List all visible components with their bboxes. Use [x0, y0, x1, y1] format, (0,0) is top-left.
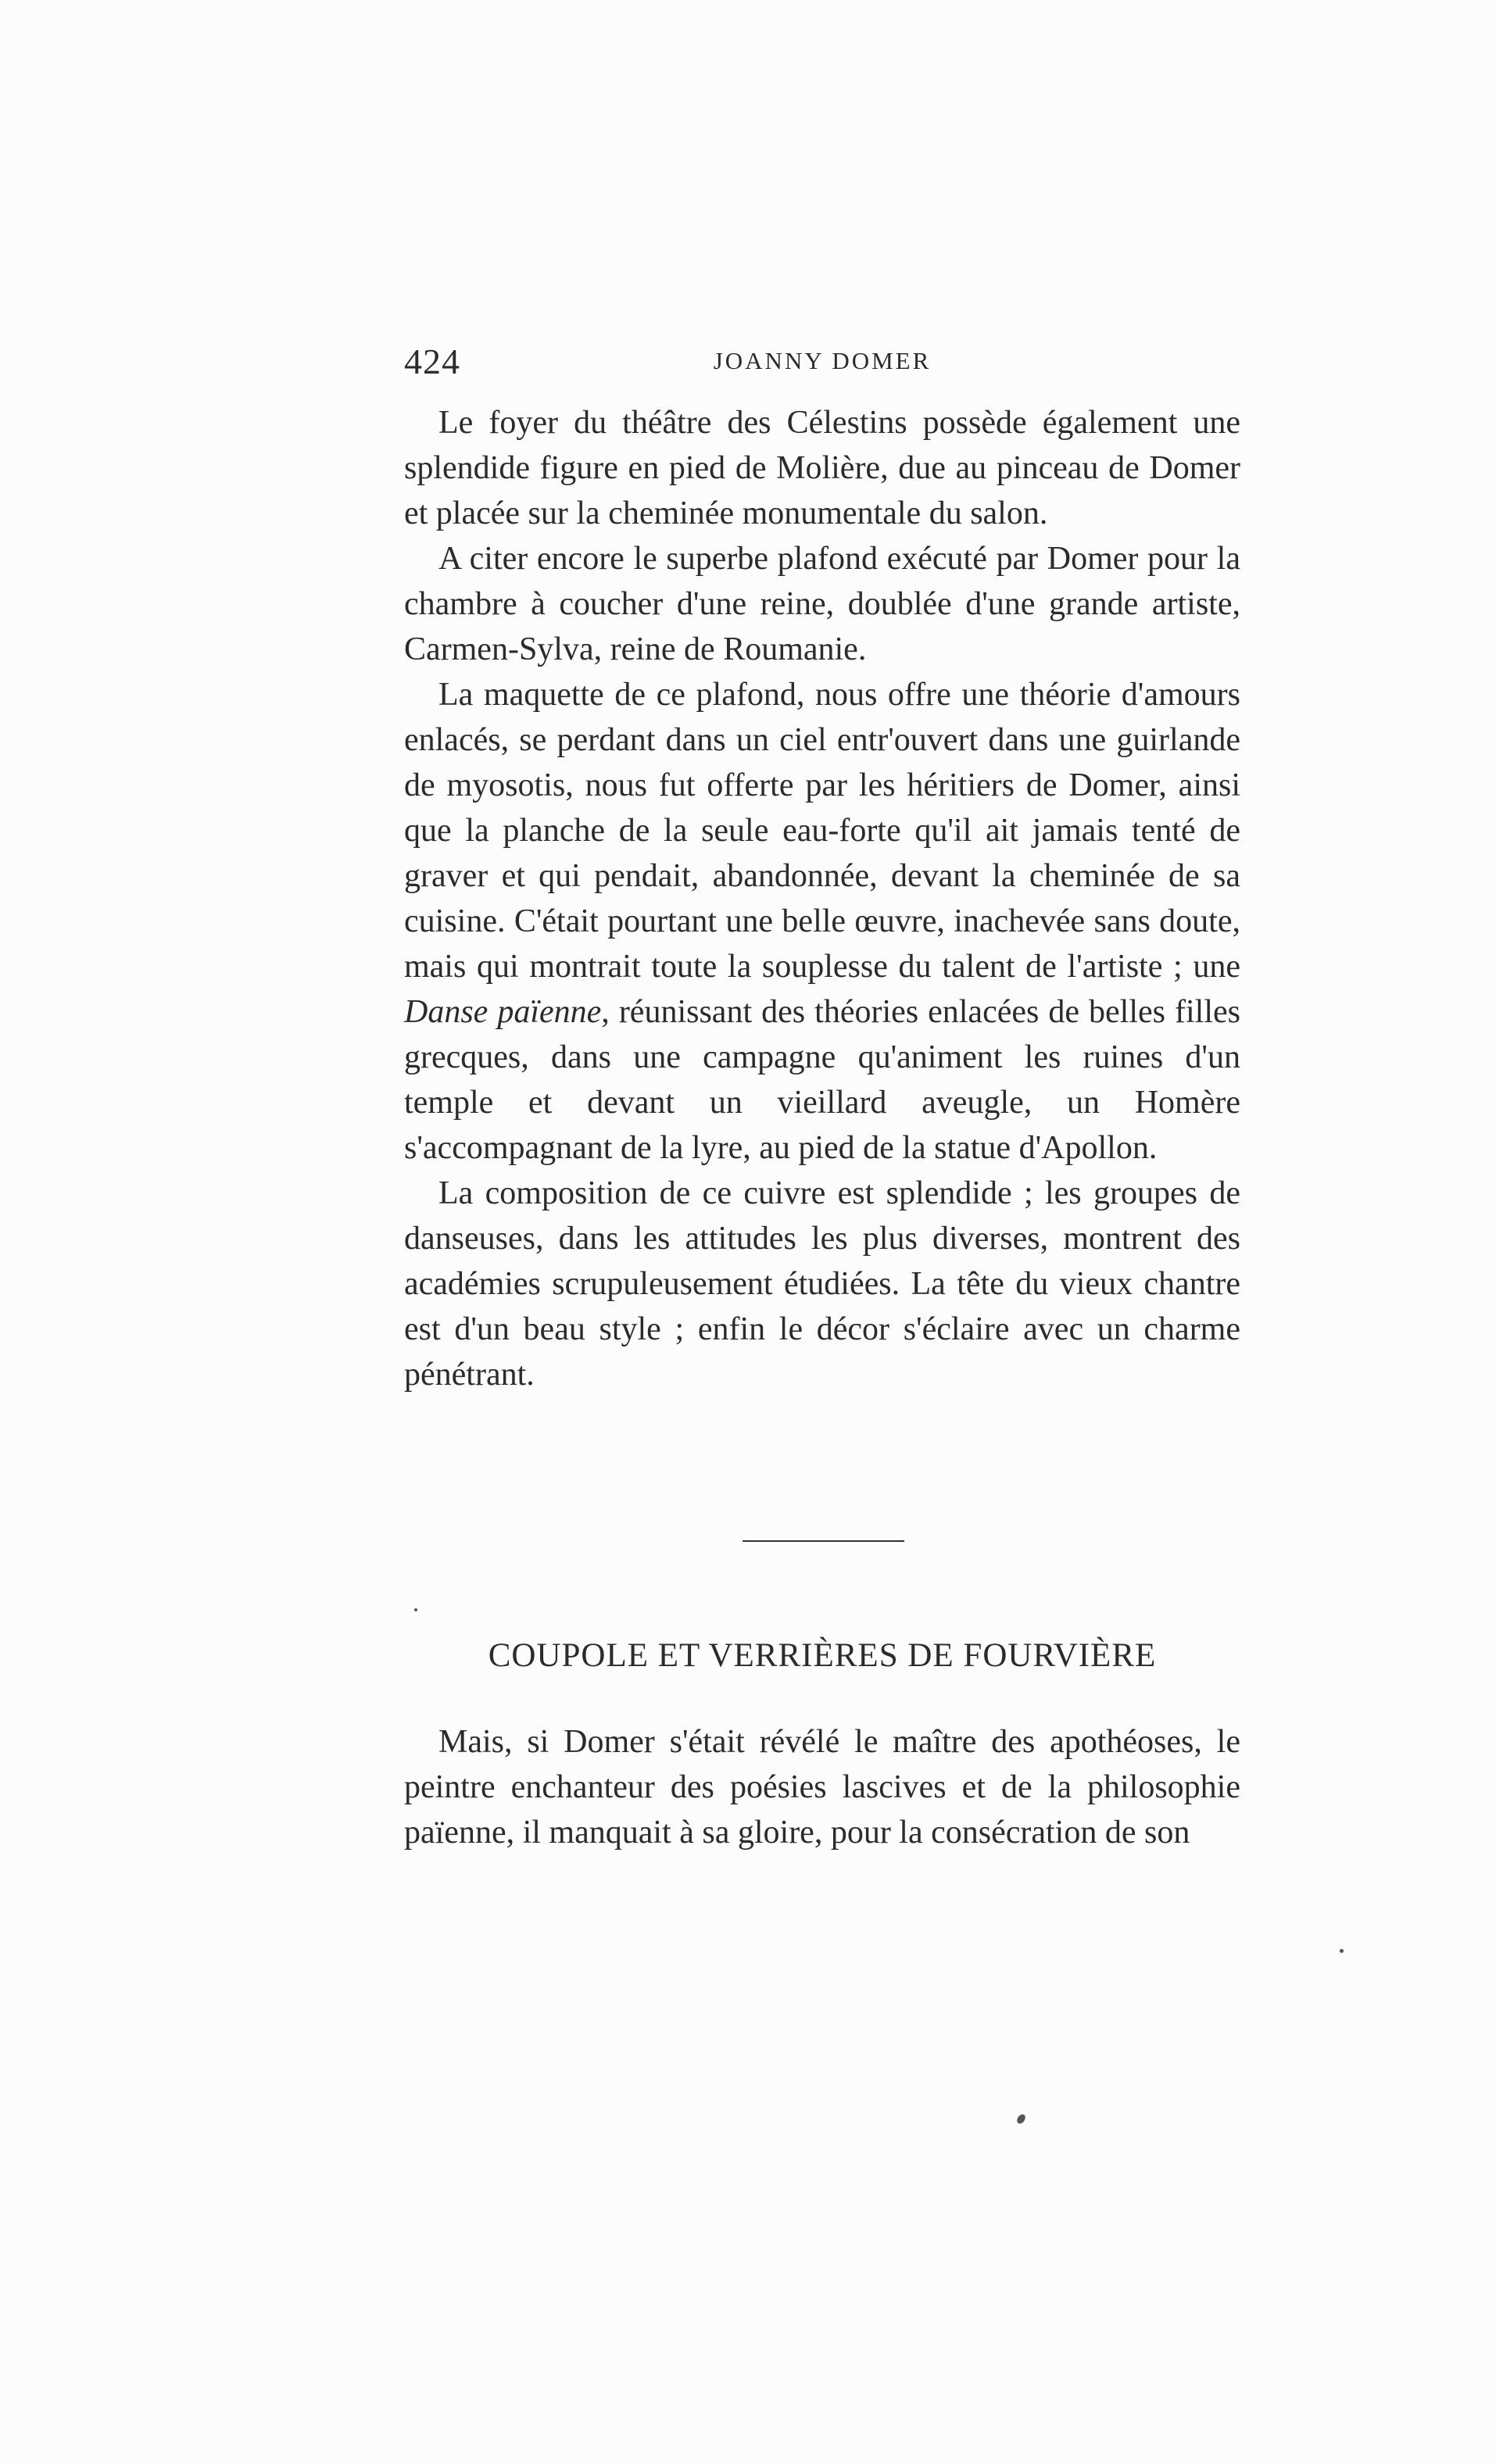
paragraph: Mais, si Domer s'était révélé le maître des apothéoses, le peintre enchanteur des poésies lascives et de la philosophie païenne, il manquait à sa gloire, pour la consécration de son: [404, 1724, 1240, 1851]
paragraph: [404, 672, 1240, 1171]
artwork-title: Danse païenne: [404, 994, 602, 1030]
ink-speck: [1340, 1949, 1344, 1953]
section-title: COUPOLE ET VERRIÈRES DE FOURVIÈRE: [488, 1637, 1157, 1674]
page-number: 424: [404, 342, 460, 381]
paragraph-text: , réunissant des théories enlacées de belles filles grecques, dans une campagne qu'animent les ruines d'un temple et devant un vieillard aveugle, un Homère s'accompagnant de la lyre, au pied de la statue d'Apollon.: [404, 994, 1240, 1166]
ink-speck: [1015, 2113, 1027, 2126]
page-header: [404, 341, 1240, 388]
section-body-1: [404, 400, 1240, 1397]
running-title: JOANNY DOMER: [713, 347, 932, 374]
paragraph: A citer encore le superbe plafond exécuté par Domer pour la chambre à coucher d'une reine, doublée d'une grande artiste, Carmen-Sylva, reine de Roumanie.: [404, 541, 1240, 667]
section-body-2: [404, 1719, 1240, 1855]
section-divider: [743, 1540, 904, 1542]
paragraph: La composition de ce cuivre est splendide ; les groupes de danseuses, dans les attitudes les plus diverses, montrent des académies scrupuleusement étudiées. La tête du vieux chantre est d'un beau style ; enfin le décor s'éclaire avec un charme pénétrant.: [404, 1175, 1240, 1393]
paragraph-text: La maquette de ce plafond, nous offre une théorie d'amours enlacés, se perdant dans un ciel entr'ouvert dans une guirlande de myosotis, nous fut offerte par les héritiers de Domer, ainsi que la planche de la seule eau-forte qu'il ait jamais tenté de graver et qui pendait, abandonnée, devant la cheminée de sa cuisine. C'était pourtant une belle œuvre, inachevée sans doute, mais qui montrait toute la souplesse du talent de l'artiste ; une: [404, 677, 1240, 985]
ink-speck: [414, 1608, 417, 1611]
paragraph: Le foyer du théâtre des Célestins possède également une splendide figure en pied de Molière, due au pinceau de Domer et placée sur la cheminée monumentale du salon.: [404, 405, 1240, 531]
